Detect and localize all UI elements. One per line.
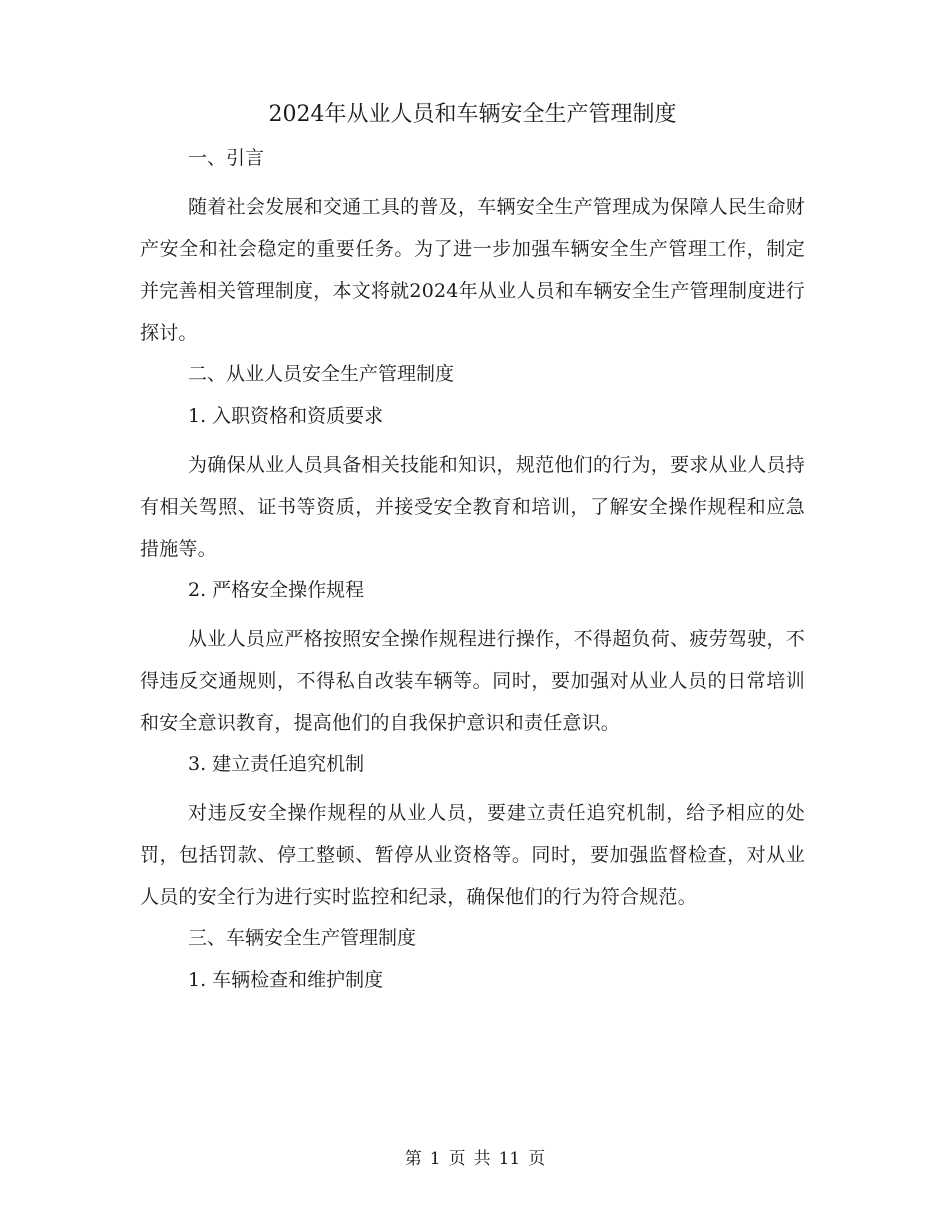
footer-total-label: 共 (473, 1149, 491, 1169)
footer-page-number: 1 (429, 1149, 441, 1169)
footer-total-pages: 11 (498, 1149, 521, 1169)
section-heading-vehicle: 三、车辆安全生产管理制度 (188, 927, 417, 949)
section-heading-intro: 一、引言 (188, 147, 265, 169)
subheading-qualification: 1. 入职资格和资质要求 (188, 405, 384, 427)
document-title: 2024年从业人员和车辆安全生产管理制度 (268, 102, 677, 127)
footer-page-prefix: 第 (404, 1149, 422, 1169)
subheading-vehicle-inspection: 1. 车辆检查和维护制度 (188, 969, 384, 991)
subheading-accountability: 3. 建立责任追究机制 (188, 753, 365, 775)
paragraph-operation-rules: 从业人员应严格按照安全操作规程进行操作，不得超负荷、疲劳驾驶，不得违反交通规则，不得私自改装车辆等。同时，要加强对从业人员的日常培训和安全意识教育，提高他们的自我保护意识和责任意识。 (140, 628, 805, 734)
paragraph-intro: 随着社会发展和交通工具的普及，车辆安全生产管理成为保障人民生命财产安全和社会稳定的重要任务。为了进一步加强车辆安全生产管理工作，制定并完善相关管理制度，本文将就2024年从业人员和车辆安全生产管理制度进行探讨。 (140, 196, 805, 344)
section-heading-personnel: 二、从业人员安全生产管理制度 (188, 363, 455, 385)
paragraph-accountability: 对违反安全操作规程的从业人员，要建立责任追究机制，给予相应的处罚，包括罚款、停工整顿、暂停从业资格等。同时，要加强监督检查，对从业人员的安全行为进行实时监控和纪录，确保他们的行为符合规范。 (140, 802, 805, 908)
document-body (140, 100, 805, 1008)
paragraph-qualification: 为确保从业人员具备相关技能和知识，规范他们的行为，要求从业人员持有相关驾照、证书等资质，并接受安全教育和培训，了解安全操作规程和应急措施等。 (140, 454, 805, 560)
subheading-operation-rules: 2. 严格安全操作规程 (188, 579, 365, 601)
page-footer (0, 1148, 950, 1170)
footer-page-suffix: 页 (528, 1149, 546, 1169)
footer-page-mid: 页 (448, 1149, 466, 1169)
